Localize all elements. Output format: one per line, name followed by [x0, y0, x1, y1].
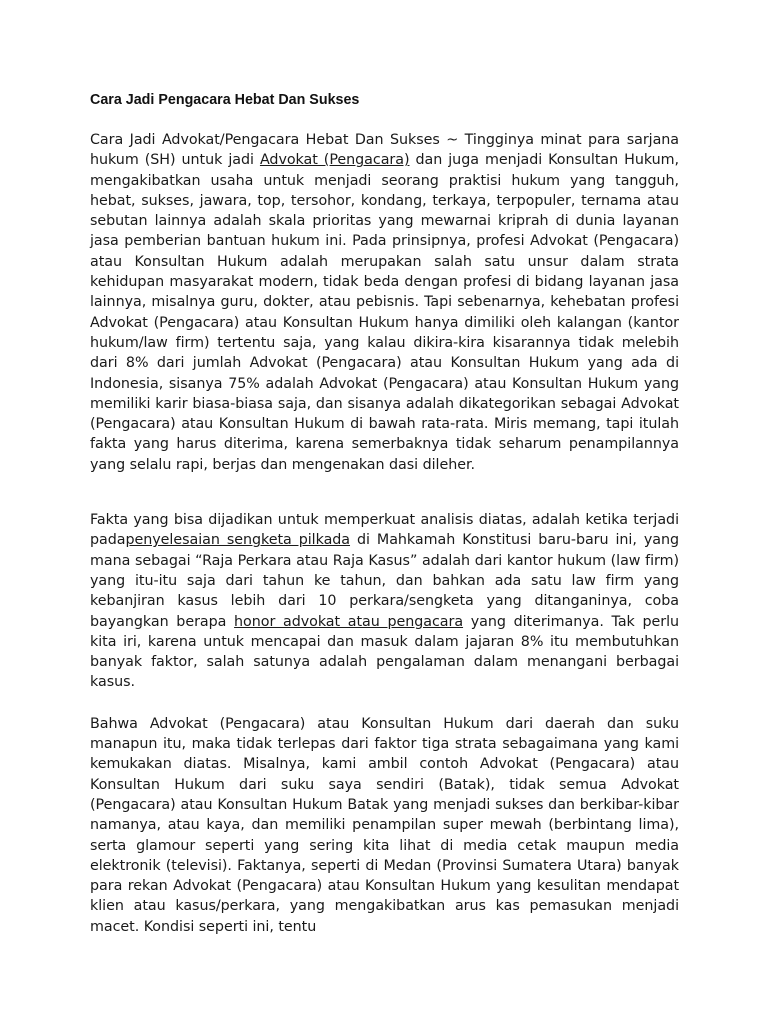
- paragraph-1-text-a: Cara Jadi Advokat/Pengacara Hebat Dan Sukses ~ Tingginya minat para sarjana hukum (SH) untuk jadi: [90, 132, 679, 169]
- paragraph-2-text-a: Fakta yang bisa dijadikan untuk memperkuat analisis diatas, adalah ketika terjadi pada: [90, 512, 679, 549]
- paragraph-1: [90, 130, 679, 475]
- paragraph-2-text-c: yang diterimanya. Tak perlu kita iri, karena untuk mencapai dan masuk dalam jajaran 8% itu membutuhkan banyak faktor, salah satunya adalah pengalaman dalam menangani berbagai kasus.: [90, 613, 679, 691]
- link-advokat-pengacara[interactable]: Advokat (Pengacara): [259, 152, 410, 169]
- link-honor-advokat[interactable]: honor advokat atau pengacara: [234, 613, 464, 630]
- document-title: Cara Jadi Pengacara Hebat Dan Sukses: [90, 92, 360, 108]
- link-penyelesaian-sengketa-pilkada[interactable]: penyelesaian sengketa pilkada: [125, 532, 351, 549]
- document-body: [90, 90, 679, 937]
- paragraph-3: Bahwa Advokat (Pengacara) atau Konsultan Hukum dari daerah dan suku manapun itu, maka tidak terlepas dari faktor tiga strata sebagaimana yang kami kemukakan diatas. Misalnya, kami ambil contoh Advokat (Pengacara) atau Konsultan Hukum dari suku saya sendiri (Batak), tidak semua Advokat (Pengacara) atau Konsultan Hukum Batak yang menjadi sukses dan berkibar-kibar namanya, atau kaya, dan memiliki penampilan super mewah (berbintang lima), serta glamour seperti yang sering kita lihat di media cetak maupun media elektronik (televisi). Faktanya, seperti di Medan (Provinsi Sumatera Utara) banyak para rekan Advokat (Pengacara) atau Konsultan Hukum yang kesulitan mendapat klien atau kasus/perkara, yang mengakibatkan arus kas pemasukan menjadi macet. Kondisi seperti ini, tentu: [90, 715, 679, 935]
- paragraph-1-text-b: dan juga menjadi Konsultan Hukum, mengakibatkan usaha untuk menjadi seorang praktisi hukum yang tangguh, hebat, sukses, jawara, top, tersohor, kondang, terkaya, terpopuler, ternama atau sebutan lainnya adalah skala prioritas yang mewarnai kriprah di dunia layanan jasa pemberian bantuan hukum ini. Pada prinsipnya, profesi Advokat (Pengacara) atau Konsultan Hukum adalah merupakan salah satu unsur dalam strata kehidupan masyarakat modern, tidak beda dengan profesi di bidang layanan jasa lainnya, misalnya guru, dokter, atau pebisnis. Tapi sebenarnya, kehebatan profesi Advokat (Pengacara) atau Konsultan Hukum hanya dimiliki oleh kalangan (kantor hukum/law firm) tertentu saja, yang kalau dikira-kira kisarannya tidak melebih dari 8% dari jumlah Advokat (Pengacara) atau Konsultan Hukum yang ada di Indonesia, sisanya 75% adalah Advokat (Pengacara) atau Konsultan Hukum yang memiliki karir biasa-biasa saja, dan sisanya adalah dikategorikan sebagai Advokat (Pengacara) atau Konsultan Hukum di bawah rata-rata. Miris memang, tapi itulah fakta yang harus diterima, karena semerbaknya tidak seharum penampilannya yang selalu rapi, berjas dan mengenakan dasi dileher.: [90, 152, 679, 473]
- paragraph-2-text-b: di Mahkamah Konstitusi baru-baru ini, yang mana sebagai “Raja Perkara atau Raja Kasus” adalah dari kantor hukum (law firm) yang itu-itu saja dari tahun ke tahun, dan bahkan ada satu law firm yang kebanjiran kasus lebih dari 10 perkara/sengketa yang ditanganinya, coba bayangkan berapa: [90, 532, 679, 630]
- paragraph-2: [90, 510, 679, 693]
